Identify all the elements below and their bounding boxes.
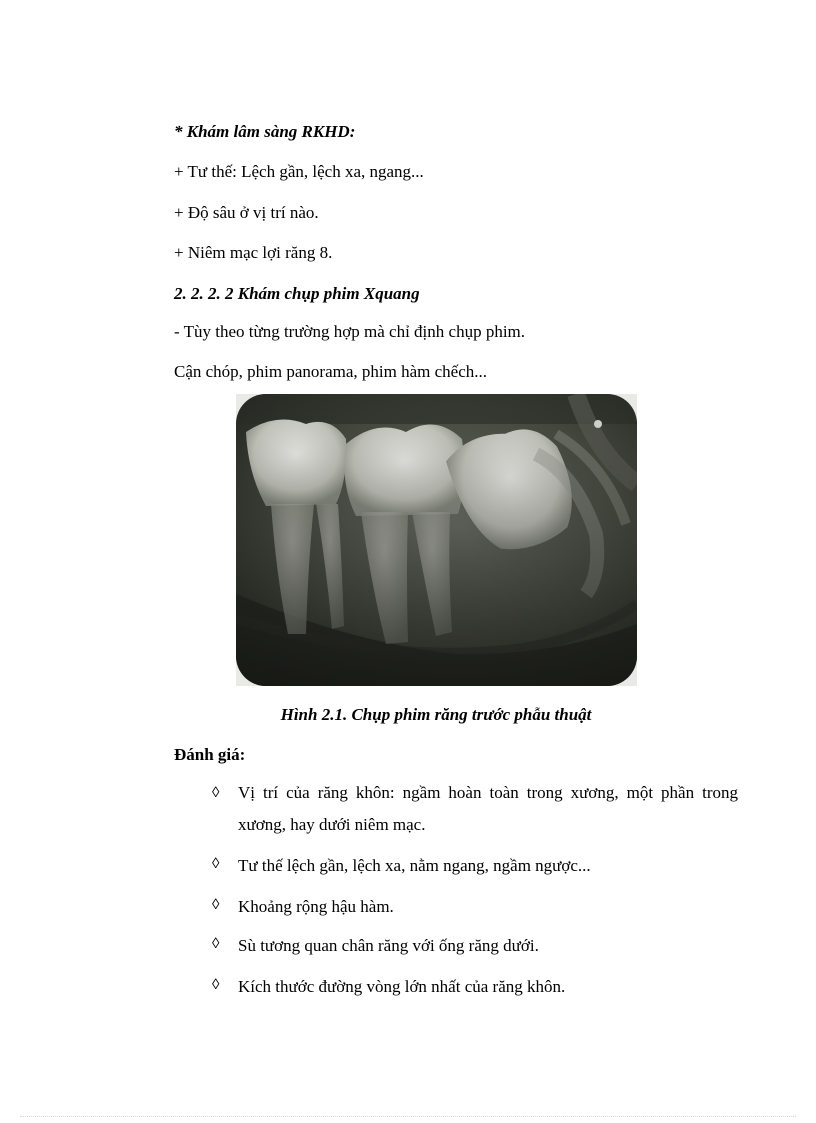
xray-exam-line-2: Cận chóp, phim panorama, phim hàm chếch... xyxy=(174,362,487,381)
xray-exam-heading: 2. 2. 2. 2 Khám chụp phim Xquang xyxy=(174,284,420,303)
diamond-bullet-icon: ◊ xyxy=(212,785,220,801)
evaluation-item-size: Kích thước đường vòng lớn nhất của răng khôn. xyxy=(238,977,566,996)
evaluation-item-position: Vị trí của răng khôn: ngầm hoàn toàn trong xương, một phần trong xương, hay dưới niêm mạc. xyxy=(238,783,738,834)
xray-exam-line-1: - Tùy theo từng trường hợp mà chỉ định chụp phim. xyxy=(174,322,526,341)
evaluation-item-posture: Tư thế lệch gần, lệch xa, nằm ngang, ngầm ngược... xyxy=(238,856,591,875)
evaluation-item-space: Khoảng rộng hậu hàm. xyxy=(238,897,394,916)
clinical-exam-item-gum: + Niêm mạc lợi răng 8. xyxy=(174,243,333,262)
diamond-bullet-icon: ◊ xyxy=(212,856,220,872)
clinical-exam-item-position: + Tư thế: Lệch gần, lệch xa, ngang... xyxy=(174,162,424,181)
clinical-exam-heading: * Khám lâm sàng RKHD: xyxy=(174,122,356,141)
clinical-exam-item-depth: + Độ sâu ở vị trí nào. xyxy=(174,203,319,222)
dental-xray-image xyxy=(236,394,637,686)
diamond-bullet-icon: ◊ xyxy=(212,897,220,913)
page-bottom-divider xyxy=(20,1116,796,1117)
figure-caption: Hình 2.1. Chụp phim răng trước phẫu thuật xyxy=(280,705,592,724)
diamond-bullet-icon: ◊ xyxy=(212,977,220,993)
evaluation-item-canal: Sù tương quan chân răng với ống răng dưới. xyxy=(238,936,539,955)
diamond-bullet-icon: ◊ xyxy=(212,936,220,952)
evaluation-heading: Đánh giá: xyxy=(174,745,246,764)
